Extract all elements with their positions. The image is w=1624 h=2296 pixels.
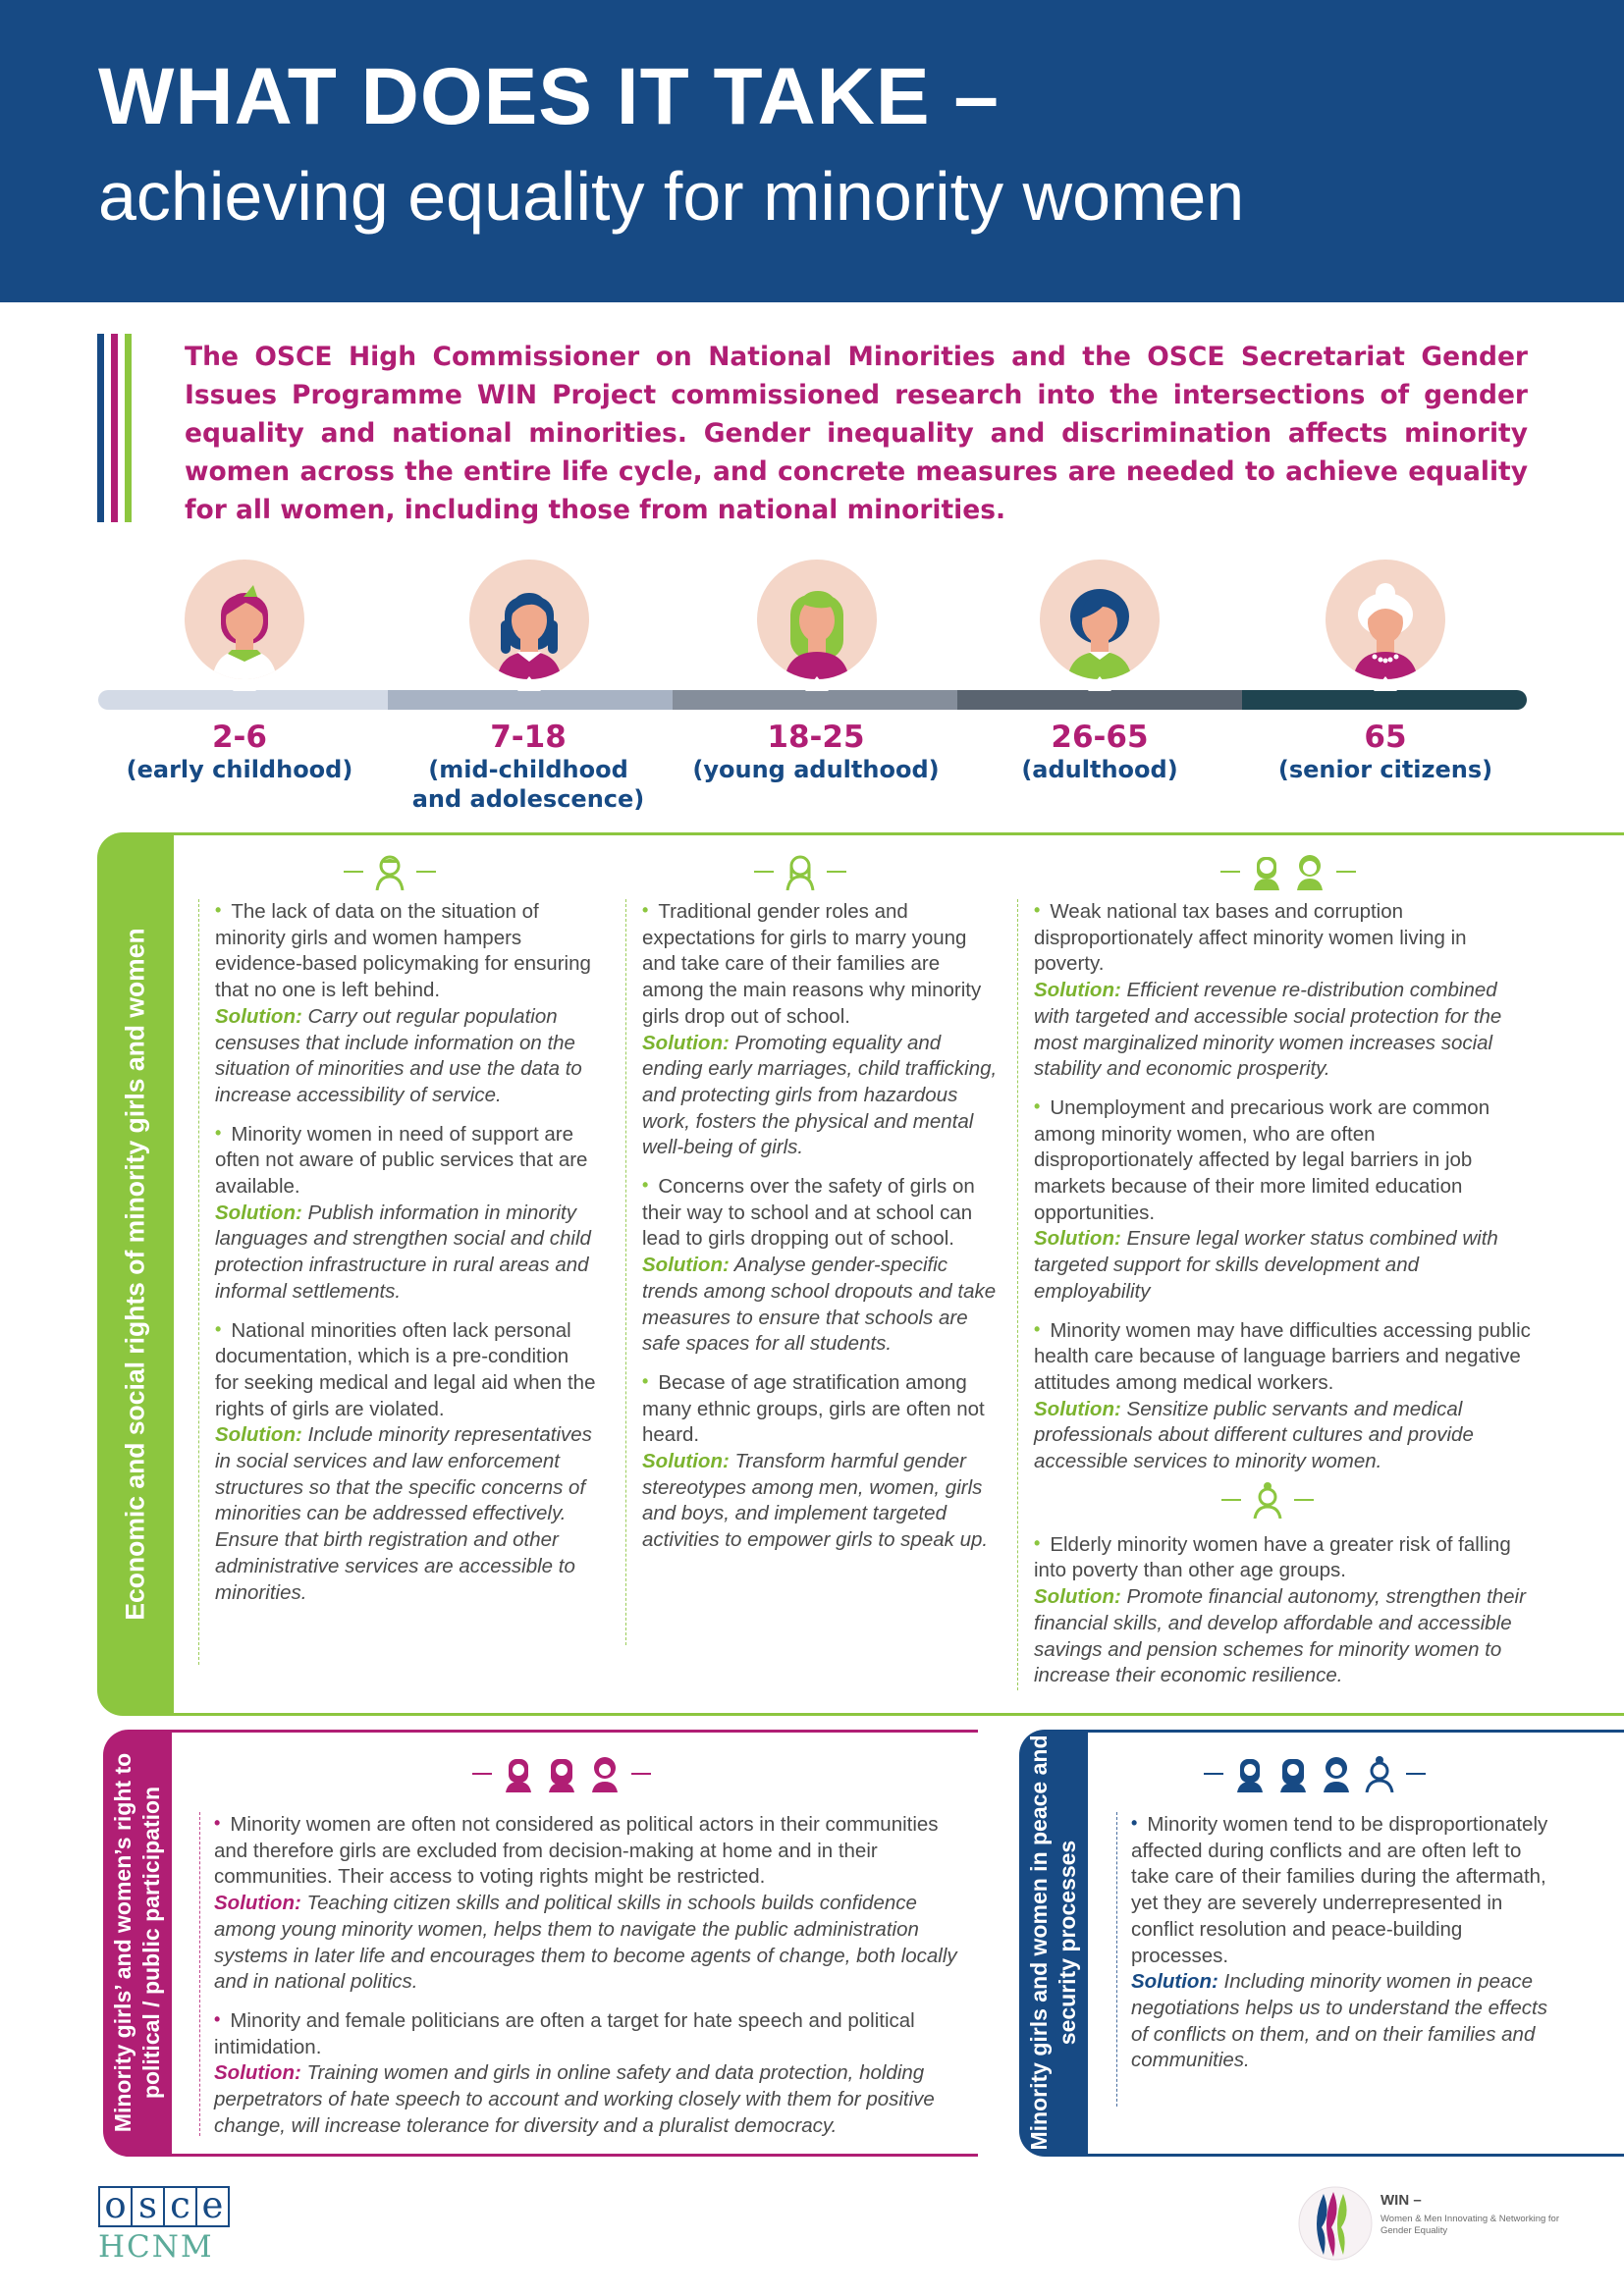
economic-column-1 [198, 899, 596, 1665]
adult-woman-icon [1040, 560, 1160, 679]
timeline-segment-2 [388, 690, 673, 710]
woman-icon [1250, 853, 1283, 890]
age-icon-row [1220, 852, 1356, 891]
age-label: (senior citizens) [1277, 756, 1493, 783]
girl-outline-icon [545, 1755, 578, 1792]
girl-outline-icon [784, 853, 817, 890]
osce-hcnm-logo: o s c e HCNM [98, 2186, 228, 2265]
girl-outline-icon [1276, 1755, 1310, 1792]
political-column [199, 1812, 970, 2136]
age-label: (mid-childhood and adolescence) [411, 756, 645, 813]
list-item: • Concerns over the safety of girls on their way to school and at school can lead to girls dropping out of school. Solution: Analyse gender-specific trends among school dropouts and take measures to ensure that schools are safe spaces for all students. [642, 1175, 997, 1356]
timeline-segment-4 [957, 690, 1242, 710]
divider [147, 832, 1624, 835]
intro-accent-bars [97, 334, 138, 522]
timeline-segment-5 [1242, 690, 1527, 710]
adolescent-girl-icon [469, 560, 589, 679]
age-group-2 [381, 720, 676, 814]
age-range: 2-6 [211, 720, 267, 755]
age-icon-row [472, 1754, 651, 1793]
win-subtitle: Women & Men Innovating & Networking for Gender Equality [1380, 2214, 1559, 2236]
timeline-segment-1 [98, 690, 388, 710]
woman-icon [1320, 1755, 1353, 1792]
divider [147, 1730, 978, 1733]
age-group-4 [952, 720, 1247, 784]
age-range: 7-18 [490, 720, 567, 755]
header-banner [0, 0, 1624, 302]
senior-woman-icon [1326, 560, 1445, 679]
divider [147, 2154, 978, 2157]
divider [1060, 2154, 1624, 2157]
age-range: 18-25 [767, 720, 865, 755]
age-range: 65 [1364, 720, 1407, 755]
girl-outline-icon [373, 853, 406, 890]
age-group-3 [669, 720, 963, 784]
age-label: (adulthood) [1021, 756, 1178, 783]
economic-column-3 [1017, 899, 1536, 1690]
age-label: (early childhood) [126, 756, 353, 783]
timeline-pointer [517, 676, 541, 691]
timeline-pointer [233, 676, 256, 691]
economic-column-2 [625, 899, 1001, 1645]
economic-section-title: Economic and social rights of minority girls and women [120, 928, 150, 1621]
page-subtitle: achieving equality for minority women [98, 158, 1245, 235]
age-label: (young adulthood) [692, 756, 940, 783]
divider [1060, 1730, 1624, 1733]
timeline-pointer [1088, 676, 1111, 691]
woman-icon [588, 1755, 622, 1792]
political-section-title: Minority girls’ and women’s right to political / public participation [110, 1752, 164, 2133]
list-item: • Minority women in need of support are often not aware of public services that are available. Solution: Publish information in minority languages and strengthen social and child protection infrastructure in rural areas and informal settlements. [215, 1122, 591, 1303]
list-item: • Unemployment and precarious work are common among minority women, who are often disproportionately affected by legal barriers in job markets because of their more limited education opportunities. Solution: Ensure legal worker status combined with targeted support for skills development and employability [1034, 1095, 1498, 1303]
list-item: • National minorities often lack personal documentation, which is a pre-condition for seeking medical and legal aid when the rights of girls are violated. Solution: Include minority representatives in social services and law enforcement structures so that the specific concerns of minorities can be addressed effectively. Ensure that birth registration and other administrative services are accessible to minorities. [215, 1318, 596, 1604]
age-group-1 [92, 720, 387, 784]
list-item: • Minority women tend to be disproportionately affected during conflicts and are often left to take care of their families during the aftermath, yet they are severely underrepresented in conflict resolution and peace-building processes. Solution: Including minority women in peace negotiations helps us to understand the effects of conflicts on them, and on their families and communities. [1131, 1813, 1548, 2072]
list-item: • The lack of data on the situation of minority girls and women hampers evidence-based policymaking for ensuring that no one is left behind. Solution: Carry out regular population censuses that include information on the situation of minorities and use the data to increase accessibility of service. [215, 900, 591, 1106]
child-girl-icon [185, 560, 304, 679]
list-item: • Minority women are often not considered as political actors in their communities and therefore girls are excluded from decision-making at home and in their communities. Their access to voting rights might be restricted. Solution: Teaching citizen skills and political skills in schools builds confidence among young minority women, helps them to navigate the public administration systems in later life and encourages them to become agents of change, both locally and in national politics. [214, 1813, 957, 1994]
list-item: • Weak national tax bases and corruption disproportionately affect minority women living in poverty. Solution: Efficient revenue re-distribution combined with targeted and accessible social protection for the most marginalized minority women increases social stability and economic prosperity. [1034, 900, 1502, 1081]
win-title: WIN – [1380, 2192, 1422, 2209]
list-item: • Elderly minority women have a greater risk of falling into poverty than other age groups. Solution: Promote financial autonomy, strengthen their financial skills, and develop affordable and accessible savings and pension schemes for minority women to increase their economic resilience. [1034, 1532, 1526, 1687]
list-item: • Minority women may have difficulties accessing public health care because of language barriers and negative attitudes among medical workers. Solution: Sensitize public servants and medical professionals about different cultures and provide accessible services to minority women. [1034, 1318, 1531, 1473]
peace-section-title: Minority girls and women in peace and security processes [1026, 1735, 1080, 2151]
age-group-5 [1238, 720, 1533, 784]
girl-outline-icon [502, 1755, 535, 1792]
senior-outline-icon [1363, 1755, 1396, 1792]
young-woman-icon [757, 560, 877, 679]
peace-column [1116, 1812, 1548, 2107]
page-title: WHAT DOES IT TAKE – [98, 52, 1000, 141]
age-icon-row [344, 852, 436, 891]
timeline-segment-3 [673, 690, 957, 710]
age-icon-row [754, 852, 846, 891]
timeline-pointer [805, 676, 829, 691]
list-item: • Minority and female politicians are often a target for hate speech and political intimidation. Solution: Training women and girls in online safety and data protection, holding perpetrators of hate speech to account and working closely with them for positive change, will increase tolerance for diversity and a pluralist democracy. [214, 2008, 935, 2137]
girl-outline-icon [1233, 1755, 1267, 1792]
age-icon-row [1204, 1754, 1426, 1793]
intro-paragraph: The OSCE High Commissioner on National Minorities and the OSCE Secretariat Gender Issues Programme WIN Project commissioned research into the intersections of gender equality and national minorities. Gender inequality and discrimination affects minority women across the entire life cycle, and concrete measures are needed to achieve equality for all women, including those from national minorities. [185, 342, 1528, 525]
list-item: • Becase of age stratification among many ethnic groups, girls are often not heard. Solution: Transform harmful gender stereotypes among men, women, girls and boys, and implement targeted activities to empower girls to speak up. [642, 1370, 989, 1552]
woman-icon [1293, 853, 1326, 890]
timeline-pointer [1374, 676, 1397, 691]
age-range: 26-65 [1051, 720, 1149, 755]
list-item: • Traditional gender roles and expectations for girls to marry young and take care of their families are among the main reasons why minority girls drop out of school. Solution: Promoting equality and ending early marriages, child trafficking, and protecting girls from hazardous work, fosters the physical and mental well-being of girls. [642, 900, 998, 1159]
divider [147, 1713, 1624, 1716]
